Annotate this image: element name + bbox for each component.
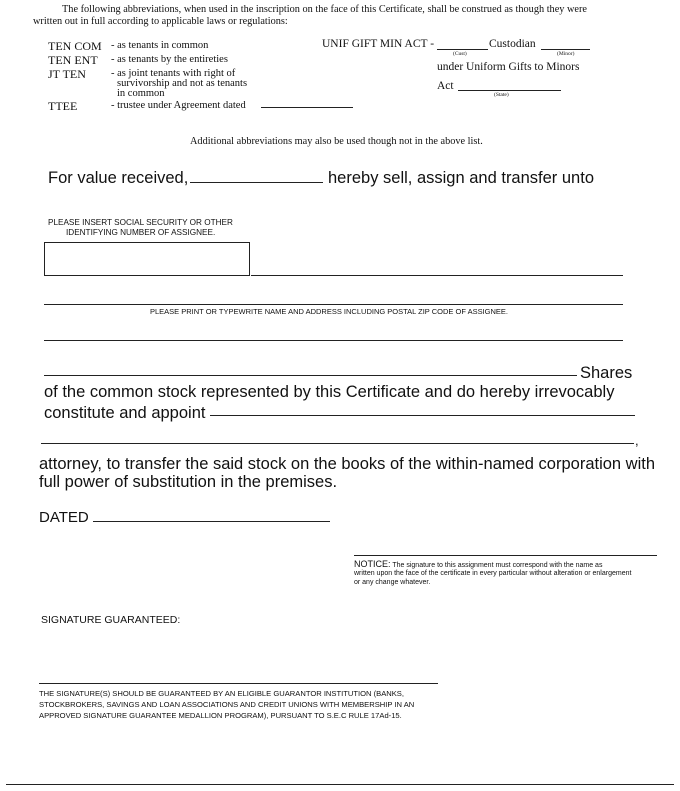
additional-abbreviations-note: Additional abbreviations may also be used though not in the above list. — [190, 136, 483, 147]
intro-line-1: The following abbreviations, when used in the inscription on the face of this Certificate, shall be construed as though they were — [62, 4, 587, 15]
under-uniform-gifts: under Uniform Gifts to Minors — [437, 61, 580, 73]
common-stock-text: of the common stock represented by this Certificate and do hereby irrevocably — [44, 383, 615, 401]
abbr-code-jt-ten: JT TEN — [48, 67, 86, 81]
custodian-label: Custodian — [489, 38, 536, 50]
abbr-code-ten-com: TEN COM — [48, 39, 102, 53]
guarantee-text-2: STOCKBROKERS, SAVINGS AND LOAN ASSOCIATIONS AND CREDIT UNIONS WITH MEMBERSHIP IN AN — [39, 700, 415, 709]
constitute-appoint-text: constitute and appoint — [44, 404, 206, 422]
notice-text-1: The signature to this assignment must correspond with the name as — [392, 562, 603, 569]
shares-count-line[interactable] — [44, 375, 577, 376]
guarantor-signature-line[interactable] — [39, 683, 438, 684]
guarantee-text-1: THE SIGNATURE(S) SHOULD BE GUARANTEED BY AN ELIGIBLE GUARANTOR INSTITUTION (BANKS, — [39, 689, 404, 698]
dated-line[interactable] — [93, 521, 330, 522]
minor-note: (Minor) — [557, 51, 575, 57]
appoint-line[interactable] — [210, 415, 635, 416]
attorney-text-line-2: full power of substitution in the premises. — [39, 473, 338, 491]
signature-guaranteed-label: SIGNATURE GUARANTEED: — [41, 614, 181, 626]
ttee-date-line[interactable] — [261, 107, 353, 108]
value-received-line[interactable] — [190, 182, 323, 183]
cust-note: (Cust) — [453, 51, 467, 57]
notice-line-3: or any change whatever. — [354, 579, 431, 586]
for-value-received: For value received, — [48, 169, 189, 187]
abbr-meaning-ten-ent: - as tenants by the entireties — [111, 54, 228, 65]
guarantee-text-3: APPROVED SIGNATURE GUARANTEE MEDALLION PROGRAM), PURSUANT TO S.E.C RULE 17Ad-15. — [39, 711, 402, 720]
abbr-meaning-jt-ten-1: - as joint tenants with right of — [111, 68, 236, 79]
assignee-address-line[interactable] — [44, 304, 623, 305]
abbr-meaning-jt-ten-2: survivorship and not as tenants — [117, 78, 248, 89]
ssn-input-box[interactable] — [44, 242, 250, 276]
abbr-meaning-ten-com: - as tenants in common — [111, 40, 209, 51]
abbr-meaning-ttee: - trustee under Agreement dated — [111, 100, 246, 111]
hereby-sell-text: hereby sell, assign and transfer unto — [328, 169, 594, 187]
attorney-name-line[interactable] — [41, 443, 634, 444]
signature-line[interactable] — [354, 555, 657, 556]
cust-line[interactable] — [437, 49, 488, 50]
abbr-code-ten-ent: TEN ENT — [48, 53, 98, 67]
state-line[interactable] — [458, 90, 561, 91]
abbr-meaning-jt-ten-3: in common — [117, 88, 165, 99]
notice-line-2: written upon the face of the certificate in every particular without alteration or enlargement — [354, 570, 632, 577]
ssn-label-line-2: IDENTIFYING NUMBER OF ASSIGNEE. — [66, 228, 216, 237]
gift-act-label: UNIF GIFT MIN ACT - — [322, 38, 435, 50]
address-label: PLEASE PRINT OR TYPEWRITE NAME AND ADDRESS INCLUDING POSTAL ZIP CODE OF ASSIGNEE. — [150, 307, 508, 316]
intro-line-2: written out in full according to applicable laws or regulations: — [33, 16, 288, 27]
bottom-rule — [6, 784, 674, 785]
attorney-comma: , — [635, 433, 639, 448]
abbr-code-ttee: TTEE — [48, 99, 78, 113]
assignee-address-line-2[interactable] — [44, 340, 623, 341]
dated-label: DATED — [39, 509, 89, 526]
notice-line-1 — [354, 559, 602, 569]
shares-word: Shares — [580, 364, 633, 382]
act-label: Act — [437, 80, 454, 92]
notice-lead: NOTICE: — [354, 559, 391, 569]
attorney-text-line-1: attorney, to transfer the said stock on the books of the within-named corporation with — [39, 455, 656, 473]
state-note: (State) — [494, 92, 509, 98]
assignee-line-1[interactable] — [251, 275, 623, 276]
minor-line[interactable] — [541, 49, 590, 50]
ssn-label-line-1: PLEASE INSERT SOCIAL SECURITY OR OTHER — [48, 218, 233, 227]
